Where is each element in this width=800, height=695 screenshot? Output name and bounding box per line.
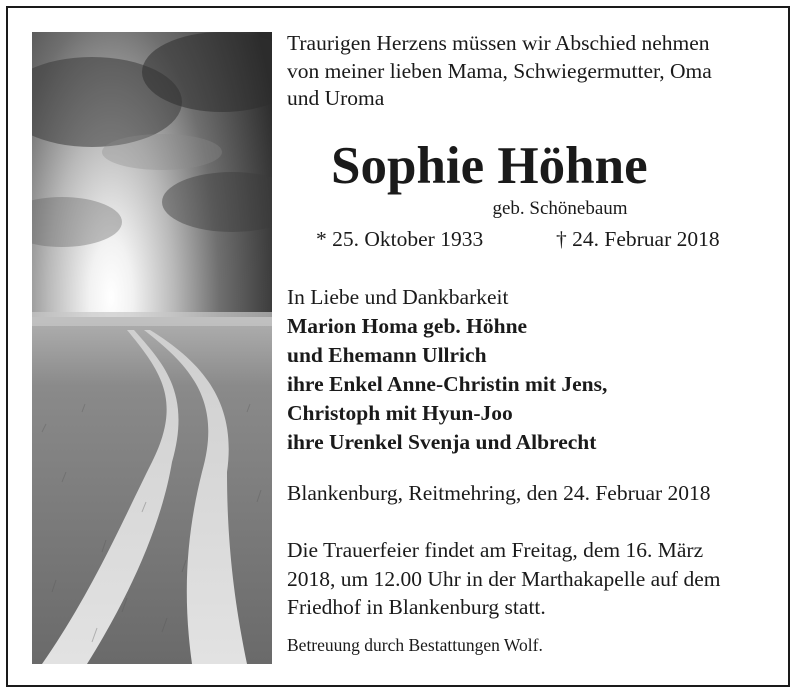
birth-date: * 25. Oktober 1933 — [316, 227, 484, 251]
intro-line: und Uroma — [287, 86, 385, 110]
path-to-sky-photo — [32, 32, 272, 664]
mourner-line: Marion Homa geb. Höhne — [287, 314, 528, 338]
deceased-name: Sophie Höhne — [331, 137, 648, 195]
funeral-home-credit: Betreuung durch Bestattungen Wolf. — [287, 635, 543, 655]
funeral-line: Friedhof in Blankenburg statt. — [287, 595, 546, 619]
birth-name: geb. Schönebaum — [492, 198, 628, 219]
intro-line: von meiner lieben Mama, Schwiegermutter, Oma — [287, 58, 712, 83]
mourner-line: und Ehemann Ullrich — [287, 343, 487, 367]
mourner-line: Christoph mit Hyun-Joo — [287, 401, 513, 425]
funeral-info — [287, 536, 777, 622]
death-date: † 24. Februar 2018 — [556, 227, 720, 251]
intro-line: Traurigen Herzens müssen wir Abschied nehmen — [287, 31, 710, 55]
family-intro: In Liebe und Dankbarkeit — [287, 285, 509, 309]
mourner-line: ihre Enkel Anne-Christin mit Jens, — [287, 372, 608, 396]
funeral-line: 2018, um 12.00 Uhr in der Marthakapelle auf dem — [287, 566, 721, 591]
mourner-line: ihre Urenkel Svenja und Albrecht — [287, 430, 597, 454]
place-and-date: Blankenburg, Reitmehring, den 24. Februar 2018 — [287, 481, 711, 505]
intro-text — [287, 30, 777, 113]
funeral-line: Die Trauerfeier findet am Freitag, dem 16. März — [287, 538, 704, 562]
mourners-block — [287, 283, 777, 457]
